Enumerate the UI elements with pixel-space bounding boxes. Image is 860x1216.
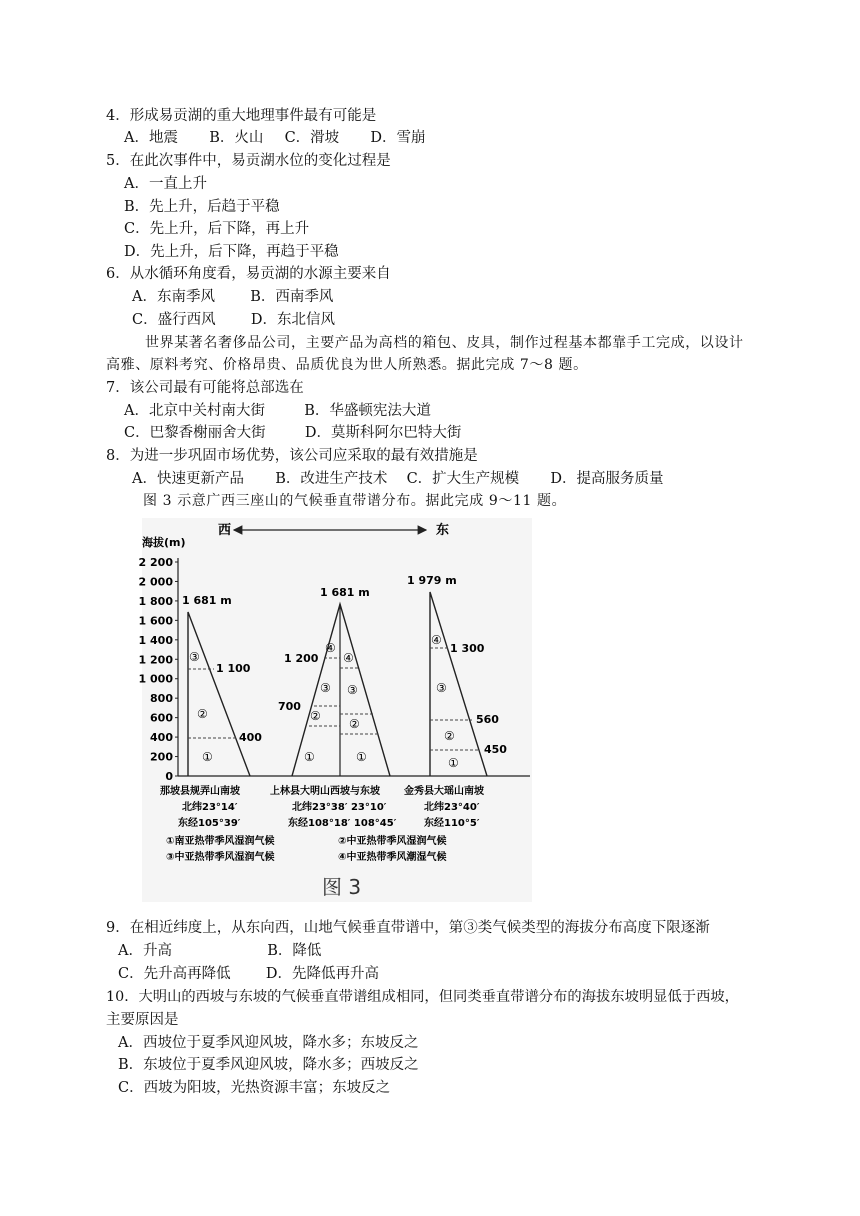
y-tick-label: 400	[150, 731, 173, 745]
east-label: 东	[436, 523, 450, 538]
q9-option-d: D．先降低再升高	[265, 966, 379, 982]
q4-stem: 4．形成易贡湖的重大地理事件最有可能是	[106, 108, 377, 124]
y-tick-label: 1 200	[138, 653, 173, 667]
q5-option-a: A．一直上升	[124, 176, 207, 192]
y-tick-label: 2 000	[138, 575, 173, 589]
q5-option-d: D．先上升，后下降，再趋于平稳	[124, 244, 339, 260]
figure-intro: 图 3 示意广西三座山的气候垂直带谱分布。据此完成 9～11 题。	[143, 493, 567, 509]
mountain-name: 上林县大明山西坡与东坡	[270, 786, 380, 797]
boundary-label: 1 200	[284, 652, 319, 665]
q4-option-d: D．雪崩	[370, 130, 426, 146]
mountain-guinongshan	[160, 594, 262, 829]
zone-marker-west: ②	[310, 709, 321, 723]
q5-stem: 5．在此次事件中，易贡湖水位的变化过程是	[106, 153, 391, 169]
mountain-name: 那坡县规弄山南坡	[160, 786, 240, 797]
q8-option-a: A．快速更新产品	[132, 471, 244, 487]
figure-3	[138, 518, 532, 902]
q9-option-c: C．先升高再降低	[118, 966, 231, 982]
zone-marker-west: ④	[325, 641, 336, 655]
q5-option-c: C．先上升，后下降，再上升	[124, 221, 310, 237]
q4-option-c: C．滑坡	[284, 130, 340, 146]
zone-marker: ①	[202, 750, 213, 764]
zone-marker: ③	[189, 650, 200, 664]
mountain-name: 金秀县大瑶山南坡	[404, 786, 484, 797]
q10-stem: 10．大明山的西坡与东坡的气候垂直带谱组成相同，但同类垂直带谱分布的海拔东坡明显低于西坡，	[106, 989, 739, 1005]
y-axis-ticks	[139, 556, 178, 783]
peak-label: 1 681 m	[320, 586, 370, 599]
peak-label: 1 681 m	[182, 594, 232, 607]
mountain-outline	[188, 612, 250, 776]
q9-option-a: A．升高	[118, 943, 172, 959]
mountain-damingshan	[270, 586, 397, 829]
boundary-label: 400	[239, 731, 262, 744]
q8-options	[132, 469, 664, 489]
q10-option-a: A．西坡位于夏季风迎风坡，降水多；东坡反之	[118, 1035, 419, 1051]
q6-options-row2	[132, 310, 335, 330]
passage-line-1: 世界某著名奢侈品公司，主要产品为高档的箱包、皮具，制作过程基本都靠手工完成，以设计	[145, 335, 744, 351]
y-tick-label: 0	[165, 770, 173, 783]
west-label: 西	[218, 523, 232, 538]
zone-marker: ②	[444, 729, 455, 743]
q9-options-row1	[118, 941, 321, 961]
y-tick-label: 1 800	[138, 594, 173, 608]
q4-option-b: B．火山	[209, 130, 264, 146]
q6-option-b: B．西南季风	[250, 289, 334, 305]
zone-marker: ③	[436, 681, 447, 695]
y-tick-label: 600	[150, 711, 173, 725]
q6-option-a: A．东南季风	[132, 289, 215, 305]
q7-option-d: D．莫斯科阿尔巴特大街	[304, 425, 462, 441]
q7-option-b: B．华盛顿宪法大道	[304, 403, 431, 419]
q10-option-b: B．东坡位于夏季风迎风坡，降水多；西坡反之	[118, 1057, 419, 1073]
q5-option-b: B．先上升，后趋于平稳	[124, 199, 280, 215]
y-tick-label: 200	[150, 750, 173, 764]
zone-marker-west: ①	[304, 750, 315, 764]
mountain-dayaoshan	[404, 574, 507, 829]
y-tick-label: 800	[150, 692, 173, 706]
zone-marker-east: ①	[356, 750, 367, 764]
zone-marker: ④	[431, 633, 442, 647]
q6-option-d: D．东北信风	[250, 312, 335, 328]
q7-stem: 7．该公司最有可能将总部选在	[106, 380, 304, 396]
q8-option-d: D．提高服务质量	[550, 471, 664, 487]
mountain-lat: 北纬23°38′ 23°10′	[292, 802, 387, 813]
zone-marker-east: ②	[349, 717, 360, 731]
y-tick-label: 1 400	[138, 633, 173, 647]
boundary-label: 560	[476, 713, 499, 726]
legend-item-2: ②中亚热带季风湿润气候	[338, 836, 447, 847]
boundary-label: 700	[278, 700, 301, 713]
q9-stem: 9．在相近纬度上，从东向西，山地气候垂直带谱中，第③类气候类型的海拔分布高度下限逐渐	[106, 920, 710, 936]
q10-stem-continued: 主要原因是	[106, 1012, 179, 1028]
mountain-lon: 东经110°5′	[424, 818, 480, 829]
q7-options-row2	[124, 423, 461, 443]
mountain-lon: 东经105°39′	[178, 818, 241, 829]
y-axis-label: 海拔(m)	[142, 536, 186, 549]
zone-marker-east: ④	[343, 651, 354, 665]
q8-option-c: C．扩大生产规模	[406, 471, 520, 487]
zone-marker-east: ③	[347, 683, 358, 697]
q4-option-a: A．地震	[124, 130, 178, 146]
q6-options-row1	[132, 287, 333, 307]
zone-marker-west: ③	[320, 681, 331, 695]
mountain-lat: 北纬23°40′	[424, 802, 480, 813]
climate-zone-diagram	[138, 518, 532, 902]
q7-option-a: A．北京中关村南大街	[124, 403, 265, 419]
q9-options-row2	[118, 964, 379, 984]
q8-option-b: B．改进生产技术	[275, 471, 388, 487]
boundary-label: 1 300	[450, 642, 485, 655]
y-tick-label: 1 600	[138, 614, 173, 628]
q7-options-row1	[124, 401, 431, 421]
zone-marker: ①	[448, 756, 459, 770]
legend-item-3: ③中亚热带季风湿润气候	[166, 852, 275, 863]
zone-marker: ②	[197, 707, 208, 721]
mountain-lon: 东经108°18′ 108°45′	[288, 818, 397, 829]
y-tick-label: 1 000	[138, 672, 173, 686]
passage-line-2: 高雅、原料考究、价格昂贵、品质优良为世人所熟悉。据此完成 7～8 题。	[106, 357, 588, 373]
peak-label: 1 979 m	[407, 574, 457, 587]
legend-item-4: ④中亚热带季风潮湿气候	[338, 852, 447, 863]
q4-options	[124, 128, 426, 148]
q6-stem: 6．从水循环角度看，易贡湖的水源主要来自	[106, 266, 391, 282]
q10-option-c: C．西坡为阳坡，光热资源丰富；东坡反之	[118, 1080, 391, 1096]
q6-option-c: C．盛行西风	[132, 312, 216, 328]
q7-option-c: C．巴黎香榭丽舍大街	[124, 425, 266, 441]
figure-caption: 图 3	[322, 875, 362, 899]
boundary-label: 450	[484, 743, 507, 756]
q9-option-b: B．降低	[267, 943, 322, 959]
mountain-lat: 北纬23°14′	[182, 802, 238, 813]
q8-stem: 8．为进一步巩固市场优势，该公司应采取的最有效措施是	[106, 448, 478, 464]
y-tick-label: 2 200	[138, 556, 173, 569]
boundary-label: 1 100	[216, 662, 251, 675]
legend-item-1: ①南亚热带季风湿润气候	[166, 836, 275, 847]
